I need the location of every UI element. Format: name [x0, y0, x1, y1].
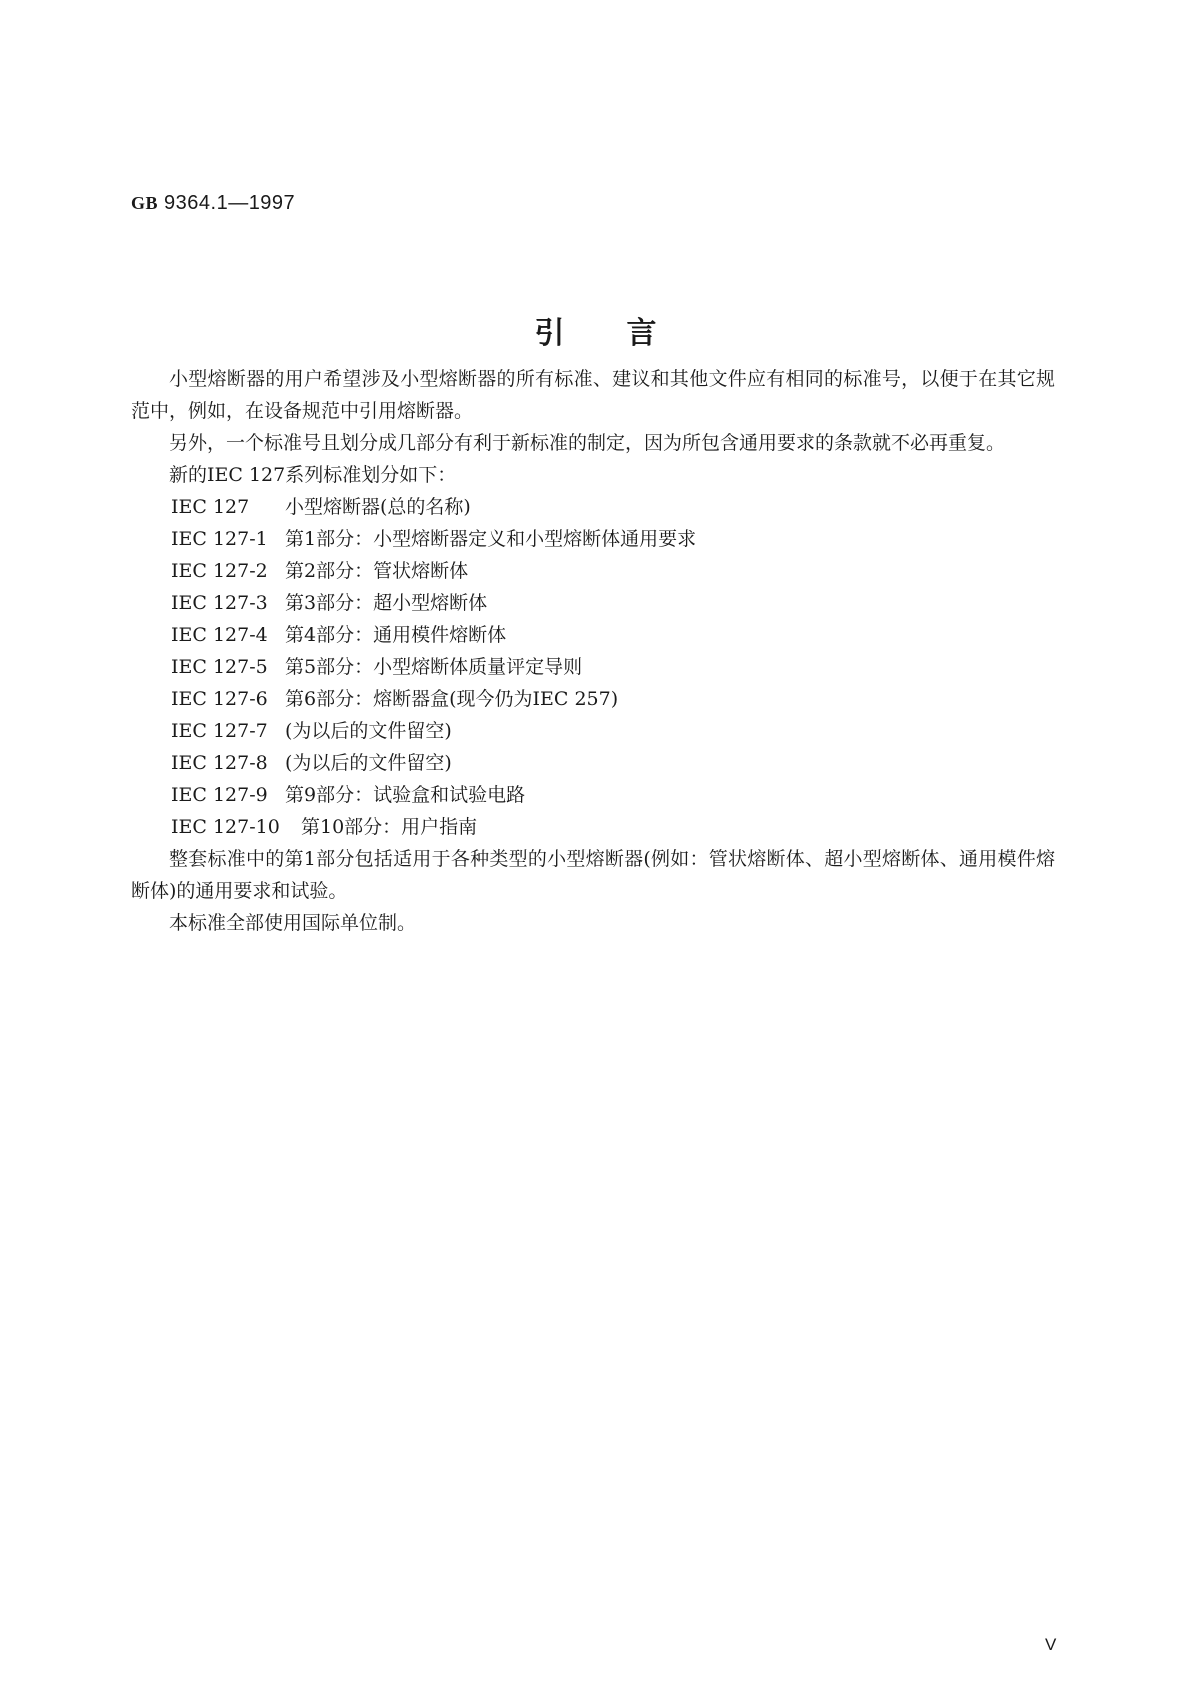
paragraph-5: 本标准全部使用国际单位制。	[169, 912, 417, 934]
list-item-code: IEC 127-3	[171, 592, 268, 614]
standard-prefix: GB	[131, 193, 159, 213]
list-item-text: 第3部分：超小型熔断体	[285, 592, 488, 614]
list-item-text: 第10部分：用户指南	[301, 816, 478, 838]
list-item-text: 第4部分：通用模件熔断体	[285, 624, 507, 646]
list-item-code: IEC 127-6	[171, 688, 268, 710]
paragraph-2: 另外，一个标准号且划分成几部分有利于新标准的制定，因为所包含通用要求的条款就不必再重复。	[169, 432, 1006, 454]
list-item-text: (为以后的文件留空)	[285, 752, 452, 774]
list-item-code: IEC 127-9	[171, 784, 268, 806]
list-item-code: IEC 127-7	[171, 720, 268, 742]
page-title: 引言	[534, 316, 719, 351]
paragraph-3: 新的IEC 127系列标准划分如下：	[169, 464, 457, 486]
list-item	[131, 683, 1055, 715]
list-item-code: IEC 127	[171, 496, 250, 518]
list-item-code: IEC 127-4	[171, 624, 268, 646]
list-item-code: IEC 127-1	[171, 528, 268, 550]
list-item-code: IEC 127-5	[171, 656, 268, 678]
list-item-text: (为以后的文件留空)	[285, 720, 452, 742]
list-item-text: 第9部分：试验盒和试验电路	[285, 784, 526, 806]
list-item	[131, 555, 1055, 587]
list-item	[131, 779, 1055, 811]
list-item-text: 第5部分：小型熔断体质量评定导则	[285, 656, 583, 678]
paragraph-4: 整套标准中的第1部分包括适用于各种类型的小型熔断器(例如：管状熔断体、超小型熔断体、通用模件熔断体)的通用要求和试验。	[131, 848, 1055, 902]
page-number: V	[1045, 1635, 1057, 1654]
list-item	[131, 811, 1055, 843]
series-list	[131, 491, 1055, 843]
list-item	[131, 747, 1055, 779]
list-item	[131, 491, 1055, 523]
paragraph-1: 小型熔断器的用户希望涉及小型熔断器的所有标准、建议和其他文件应有相同的标准号，以便于在其它规范中，例如，在设备规范中引用熔断器。	[131, 368, 1055, 422]
list-item	[131, 523, 1055, 555]
list-item-text: 第1部分：小型熔断器定义和小型熔断体通用要求	[285, 528, 697, 550]
list-item	[131, 715, 1055, 747]
list-item-text: 小型熔断器(总的名称)	[285, 496, 471, 518]
list-item	[131, 651, 1055, 683]
list-item	[131, 587, 1055, 619]
list-item-text: 第2部分：管状熔断体	[285, 560, 469, 582]
standard-number: 9364.1—1997	[164, 192, 296, 214]
list-item-code: IEC 127-8	[171, 752, 268, 774]
list-item	[131, 619, 1055, 651]
list-item-code: IEC 127-10	[171, 816, 280, 838]
list-item-code: IEC 127-2	[171, 560, 268, 582]
document-body	[131, 363, 1055, 939]
list-item-text: 第6部分：熔断器盒(现今仍为IEC 257)	[285, 688, 619, 710]
standard-code	[131, 192, 295, 215]
